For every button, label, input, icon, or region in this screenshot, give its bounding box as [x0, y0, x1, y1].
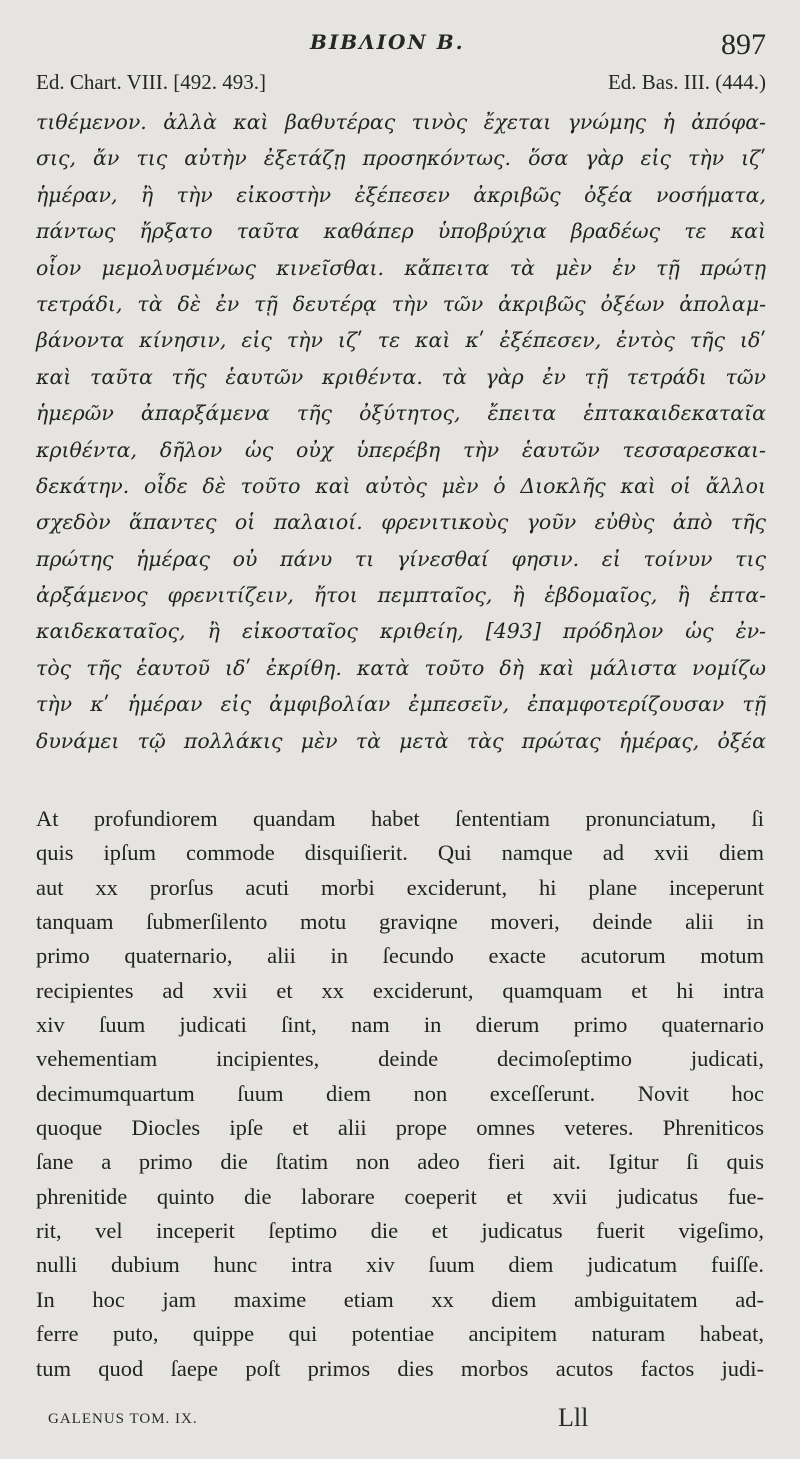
- greek-text-line: τιθέμενον. ἀλλὰ καὶ βαθυτέρας τινὸς ἔχεται γνώμης ἡ ἀπόφα-: [36, 110, 766, 134]
- latin-text-block: [36, 802, 764, 1386]
- latin-text-line: xiv ſuum judicati ſint, nam in dierum primo quaternario: [36, 1012, 764, 1038]
- greek-text-line: καιδεκαταῖος, ἢ εἰκοσταῖος κριθείη, [493] πρόδηλον ὡς ἐν-: [36, 619, 766, 644]
- latin-text-line: primo quaternario, alii in ſecundo exacte acutorum motum: [36, 943, 764, 969]
- page-number: 897: [721, 28, 766, 61]
- edition-reference-chartier: Ed. Chart. VIII. [492. 493.]: [36, 70, 266, 94]
- latin-text-line: ſane a primo die ſtatim non adeo fieri ait. Igitur ſi quis: [36, 1149, 764, 1175]
- greek-text-line: πρώτης ἡμέρας οὐ πάνυ τι γίνεσθαί φησιν. εἰ τοίνυν τις: [36, 546, 766, 571]
- greek-text-block: [36, 104, 766, 759]
- latin-text-line: tum quod ſaepe poſt primos dies morbos acutos factos judi-: [36, 1355, 764, 1381]
- greek-text-line: καὶ ταῦτα τῆς ἑαυτῶν κριθέντα. τὰ γὰρ ἐν τῇ τετράδι τῶν: [36, 364, 766, 389]
- greek-text-line: δυνάμει τῷ πολλάκις μὲν τὰ μετὰ τὰς πρώτας ἡμέρας, ὀξέα: [36, 728, 766, 753]
- greek-text-line: ἀρξάμενος φρενιτίζειν, ἤτοι πεμπταῖος, ἢ ἑβδομαῖος, ἢ ἑπτα-: [36, 583, 766, 608]
- greek-text-line: πάντως ἤρξατο ταῦτα καθάπερ ὑποβρύχια βραδέως τε καὶ: [36, 219, 766, 244]
- latin-text-line: ferre puto, quippe qui potentiae ancipitem naturam habeat,: [36, 1321, 764, 1347]
- latin-text-line: tanquam ſubmerſilento motu graviqne moveri, deinde alii in: [36, 909, 764, 935]
- latin-text-line: recipientes ad xvii et xx exciderunt, quamquam et hi intra: [36, 977, 764, 1003]
- running-head: [0, 28, 800, 68]
- edition-reference-line: [36, 70, 766, 100]
- greek-text-line: σις, ἄν τις αὐτὴν ἐξετάζῃ προσηκόντως. ὅσα γὰρ εἰς τὴν ιζʹ: [36, 146, 766, 171]
- latin-text-line: phrenitide quinto die laborare coeperit et xvii judicatus fue-: [36, 1183, 764, 1209]
- greek-text-line: τετράδι, τὰ δὲ ἐν τῇ δευτέρᾳ τὴν τῶν ἀκριβῶς ὀξέων ἀπολαμ-: [36, 291, 766, 316]
- latin-text-line: vehementiam incipientes, deinde decimoſeptimo judicati,: [36, 1046, 764, 1072]
- greek-text-line: σχεδὸν ἅπαντες οἱ παλαιοί. φρενιτικοὺς γοῦν εὐθὺς ἀπὸ τῆς: [36, 510, 766, 535]
- latin-text-line: At profundiorem quandam habet ſententiam pronunciatum, ſi: [36, 806, 764, 831]
- page-footer: [36, 1403, 756, 1437]
- greek-text-line: τὴν κʹ ἡμέραν εἰς ἀμφιβολίαν ἐμπεσεῖν, ἐπαμφοτερίζουσαν τῇ: [36, 692, 766, 717]
- running-title: ΒΙΒΛΙΟΝ Β.: [310, 30, 465, 54]
- edition-reference-basel: Ed. Bas. III. (444.): [607, 70, 766, 94]
- latin-text-line: nulli dubium hunc intra xiv ſuum diem judicatum fuiſſe.: [36, 1252, 764, 1278]
- greek-text-line: κριθέντα, δῆλον ὡς οὐχ ὑπερέβη τὴν ἑαυτῶν τεσσαρεσκαι-: [36, 437, 766, 462]
- greek-text-line: δεκάτην. οἶδε δὲ τοῦτο καὶ αὐτὸς μὲν ὁ Διοκλῆς καὶ οἱ ἄλλοι: [36, 473, 766, 498]
- greek-text-line: βάνοντα κίνησιν, εἰς τὴν ιζʹ τε καὶ κʹ ἐξέπεσεν, ἐντὸς τῆς ιδʹ: [36, 328, 766, 353]
- latin-text-line: In hoc jam maxime etiam xx diem ambiguitatem ad-: [36, 1286, 764, 1312]
- latin-text-line: rit, vel inceperit ſeptimo die et judicatus fuerit vigeſimo,: [36, 1218, 764, 1244]
- greek-text-line: ἡμερῶν ἀπαρξάμενα τῆς ὀξύτητος, ἔπειτα ἑπτακαιδεκαταῖα: [36, 401, 766, 426]
- greek-text-line: τὸς τῆς ἑαυτοῦ ιδʹ ἐκρίθη. κατὰ τοῦτο δὴ καὶ μάλιστα νομίζω: [36, 655, 766, 680]
- gathering-mark: Lll: [558, 1403, 589, 1432]
- latin-text-line: quoque Diocles ipſe et alii prope omnes veteres. Phreniticos: [36, 1115, 764, 1141]
- printer-signature: GALENUS TOM. IX.: [48, 1411, 198, 1427]
- greek-text-line: οἷον μεμολυσμένως κινεῖσθαι. κἄπειτα τὰ μὲν ἐν τῇ πρώτῃ: [36, 255, 766, 280]
- latin-text-line: quis ipſum commode disquiſierit. Qui namque ad xvii diem: [36, 840, 764, 866]
- greek-text-line: ἡμέραν, ἢ τὴν εἰκοστὴν ἐξέπεσεν ἀκριβῶς ὀξέα νοσήματα,: [36, 182, 766, 207]
- latin-text-line: decimumquartum ſuum diem non exceſſerunt. Novit hoc: [36, 1080, 764, 1106]
- latin-text-line: aut xx prorſus acuti morbi exciderunt, hi plane inceperunt: [36, 874, 764, 900]
